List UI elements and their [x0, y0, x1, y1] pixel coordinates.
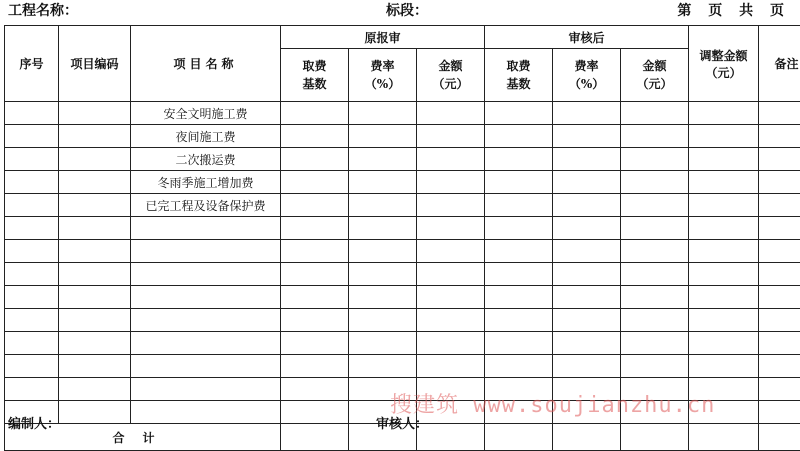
table-cell	[417, 217, 485, 240]
header-item-name: 项目名称	[131, 26, 281, 102]
table-row	[5, 355, 800, 378]
total-label: 合计	[5, 424, 281, 451]
table-cell	[621, 309, 689, 332]
amount-line2: （元）	[621, 75, 688, 93]
table-cell	[485, 148, 553, 171]
table-cell	[621, 332, 689, 355]
table-cell	[417, 286, 485, 309]
header-audited-rate	[553, 49, 621, 102]
item-name-cell	[131, 401, 281, 424]
table-cell	[759, 378, 800, 401]
table-cell	[5, 194, 59, 217]
table-cell	[5, 332, 59, 355]
table-cell	[759, 286, 800, 309]
table-cell	[5, 286, 59, 309]
table-cell	[5, 125, 59, 148]
table-cell	[5, 217, 59, 240]
table-cell	[621, 125, 689, 148]
item-name-cell: 冬雨季施工增加费	[131, 171, 281, 194]
table-cell	[759, 194, 800, 217]
table-cell	[485, 194, 553, 217]
table-cell	[349, 240, 417, 263]
table-cell	[5, 378, 59, 401]
table-cell	[5, 240, 59, 263]
table-cell	[5, 355, 59, 378]
total-cell	[621, 424, 689, 451]
table-cell	[349, 102, 417, 125]
table-cell	[621, 286, 689, 309]
table-cell	[689, 240, 759, 263]
table-cell	[689, 102, 759, 125]
table-cell	[281, 309, 349, 332]
table-cell	[553, 263, 621, 286]
item-name-cell: 安全文明施工费	[131, 102, 281, 125]
item-name-cell	[131, 286, 281, 309]
table-cell	[281, 148, 349, 171]
table-cell	[417, 240, 485, 263]
table-cell	[5, 171, 59, 194]
table-cell	[553, 355, 621, 378]
table-cell	[281, 355, 349, 378]
header-index: 序号	[5, 26, 59, 102]
header-original-submission: 原报审	[281, 26, 485, 49]
table-cell	[349, 194, 417, 217]
table-cell	[689, 171, 759, 194]
table-cell	[689, 148, 759, 171]
table-cell	[59, 171, 131, 194]
table-cell	[281, 401, 349, 424]
item-name-cell	[131, 309, 281, 332]
table-cell	[485, 355, 553, 378]
prepared-by-label: 编制人：	[8, 416, 60, 434]
table-cell	[417, 171, 485, 194]
table-cell	[759, 355, 800, 378]
table-row	[5, 309, 800, 332]
table-cell	[59, 378, 131, 401]
item-name-cell: 二次搬运费	[131, 148, 281, 171]
table-cell	[349, 148, 417, 171]
base-line1: 取费	[485, 57, 552, 75]
table-cell	[417, 263, 485, 286]
table-cell	[59, 102, 131, 125]
table-row	[5, 171, 800, 194]
table-cell	[417, 102, 485, 125]
table-cell	[689, 194, 759, 217]
table-row	[5, 332, 800, 355]
table-cell	[281, 125, 349, 148]
table-cell	[553, 125, 621, 148]
project-name-label: 工程名称：	[8, 0, 78, 22]
table-cell	[759, 309, 800, 332]
base-line1: 取费	[281, 57, 348, 75]
table-cell	[485, 309, 553, 332]
table-cell	[349, 217, 417, 240]
table-cell	[621, 240, 689, 263]
table-cell	[689, 217, 759, 240]
table-cell	[689, 332, 759, 355]
rate-line2: （%）	[553, 75, 620, 93]
header-after-audit: 审核后	[485, 26, 689, 49]
table-cell	[485, 240, 553, 263]
table-cell	[417, 309, 485, 332]
table-cell	[281, 332, 349, 355]
table-cell	[59, 355, 131, 378]
amount-line2: （元）	[417, 75, 484, 93]
table-cell	[759, 263, 800, 286]
item-name-cell	[131, 355, 281, 378]
header-item-code: 项目编码	[59, 26, 131, 102]
table-cell	[5, 148, 59, 171]
table-cell	[759, 125, 800, 148]
table-cell	[759, 217, 800, 240]
item-name-cell	[131, 332, 281, 355]
table-cell	[689, 355, 759, 378]
table-cell	[621, 217, 689, 240]
table-cell	[553, 217, 621, 240]
table-cell	[485, 171, 553, 194]
section-label: 标段：	[386, 0, 428, 22]
table-cell	[485, 286, 553, 309]
rate-line1: 费率	[553, 57, 620, 75]
table-cell	[5, 102, 59, 125]
header-original-base	[281, 49, 349, 102]
table-row	[5, 286, 800, 309]
table-cell	[281, 171, 349, 194]
header-remarks: 备注	[759, 26, 800, 102]
table-cell	[5, 309, 59, 332]
table-row	[5, 148, 800, 171]
table-cell	[349, 171, 417, 194]
table-row	[5, 240, 800, 263]
table-cell	[621, 263, 689, 286]
table-cell	[485, 332, 553, 355]
table-cell	[553, 194, 621, 217]
total-cell	[689, 424, 759, 451]
table-cell	[621, 355, 689, 378]
table-cell	[553, 171, 621, 194]
base-line2: 基数	[485, 75, 552, 93]
table-cell	[553, 102, 621, 125]
header-audited-amount	[621, 49, 689, 102]
table-row	[5, 217, 800, 240]
table-cell	[59, 309, 131, 332]
table-cell	[759, 240, 800, 263]
table-cell	[349, 355, 417, 378]
table-cell	[417, 125, 485, 148]
base-line2: 基数	[281, 75, 348, 93]
table-row	[5, 194, 800, 217]
item-name-cell	[131, 240, 281, 263]
table-cell	[417, 194, 485, 217]
table-row	[5, 102, 800, 125]
table-cell	[59, 286, 131, 309]
table-cell	[621, 102, 689, 125]
page-count-label: 第 页 共 页	[677, 0, 790, 22]
table-cell	[553, 148, 621, 171]
table-cell	[689, 263, 759, 286]
table-cell	[759, 148, 800, 171]
table-cell	[349, 286, 417, 309]
table-cell	[281, 378, 349, 401]
table-cell	[349, 309, 417, 332]
item-name-cell	[131, 378, 281, 401]
table-cell	[59, 332, 131, 355]
total-cell	[553, 424, 621, 451]
table-cell	[621, 194, 689, 217]
header-audited-base	[485, 49, 553, 102]
table-cell	[621, 148, 689, 171]
table-cell	[59, 194, 131, 217]
table-cell	[553, 286, 621, 309]
table-cell	[59, 148, 131, 171]
header-original-amount	[417, 49, 485, 102]
table-row	[5, 263, 800, 286]
header-original-rate	[349, 49, 417, 102]
table-cell	[759, 401, 800, 424]
table-cell	[59, 125, 131, 148]
table-cell	[349, 332, 417, 355]
rate-line2: （%）	[349, 75, 416, 93]
adjusted-amount-line1: 调整金额	[689, 47, 758, 64]
table-cell	[59, 240, 131, 263]
table-cell	[485, 217, 553, 240]
total-cell	[485, 424, 553, 451]
table-cell	[59, 263, 131, 286]
item-name-cell	[131, 217, 281, 240]
table-cell	[281, 102, 349, 125]
item-name-cell	[131, 263, 281, 286]
table-cell	[621, 171, 689, 194]
table-cell	[281, 240, 349, 263]
amount-line1: 金额	[417, 57, 484, 75]
adjusted-amount-line2: （元）	[689, 64, 758, 81]
table-cell	[417, 148, 485, 171]
table-cell	[759, 171, 800, 194]
table-cell	[281, 286, 349, 309]
table-cell	[281, 217, 349, 240]
table-cell	[553, 332, 621, 355]
table-cell	[689, 125, 759, 148]
table-cell	[553, 309, 621, 332]
table-cell	[759, 102, 800, 125]
table-cell	[281, 263, 349, 286]
header-adjusted-amount	[689, 26, 759, 102]
rate-line1: 费率	[349, 57, 416, 75]
table-cell	[553, 240, 621, 263]
table-cell	[485, 102, 553, 125]
item-name-cell: 夜间施工费	[131, 125, 281, 148]
total-cell	[281, 424, 349, 451]
table-cell	[417, 355, 485, 378]
table-row	[5, 125, 800, 148]
table-cell	[349, 263, 417, 286]
table-cell	[689, 286, 759, 309]
total-cell	[759, 424, 800, 451]
item-name-cell: 已完工程及设备保护费	[131, 194, 281, 217]
table-cell	[281, 194, 349, 217]
table-cell	[59, 401, 131, 424]
table-cell	[689, 309, 759, 332]
table-cell	[59, 217, 131, 240]
table-cell	[485, 125, 553, 148]
amount-line1: 金额	[621, 57, 688, 75]
table-cell	[5, 263, 59, 286]
table-cell	[759, 332, 800, 355]
table-cell	[349, 125, 417, 148]
table-cell	[417, 332, 485, 355]
watermark: 搜建筑 www.soujianzhu.cn	[390, 388, 715, 419]
reviewed-by-label: 审核人：	[376, 416, 428, 434]
table-cell	[485, 263, 553, 286]
